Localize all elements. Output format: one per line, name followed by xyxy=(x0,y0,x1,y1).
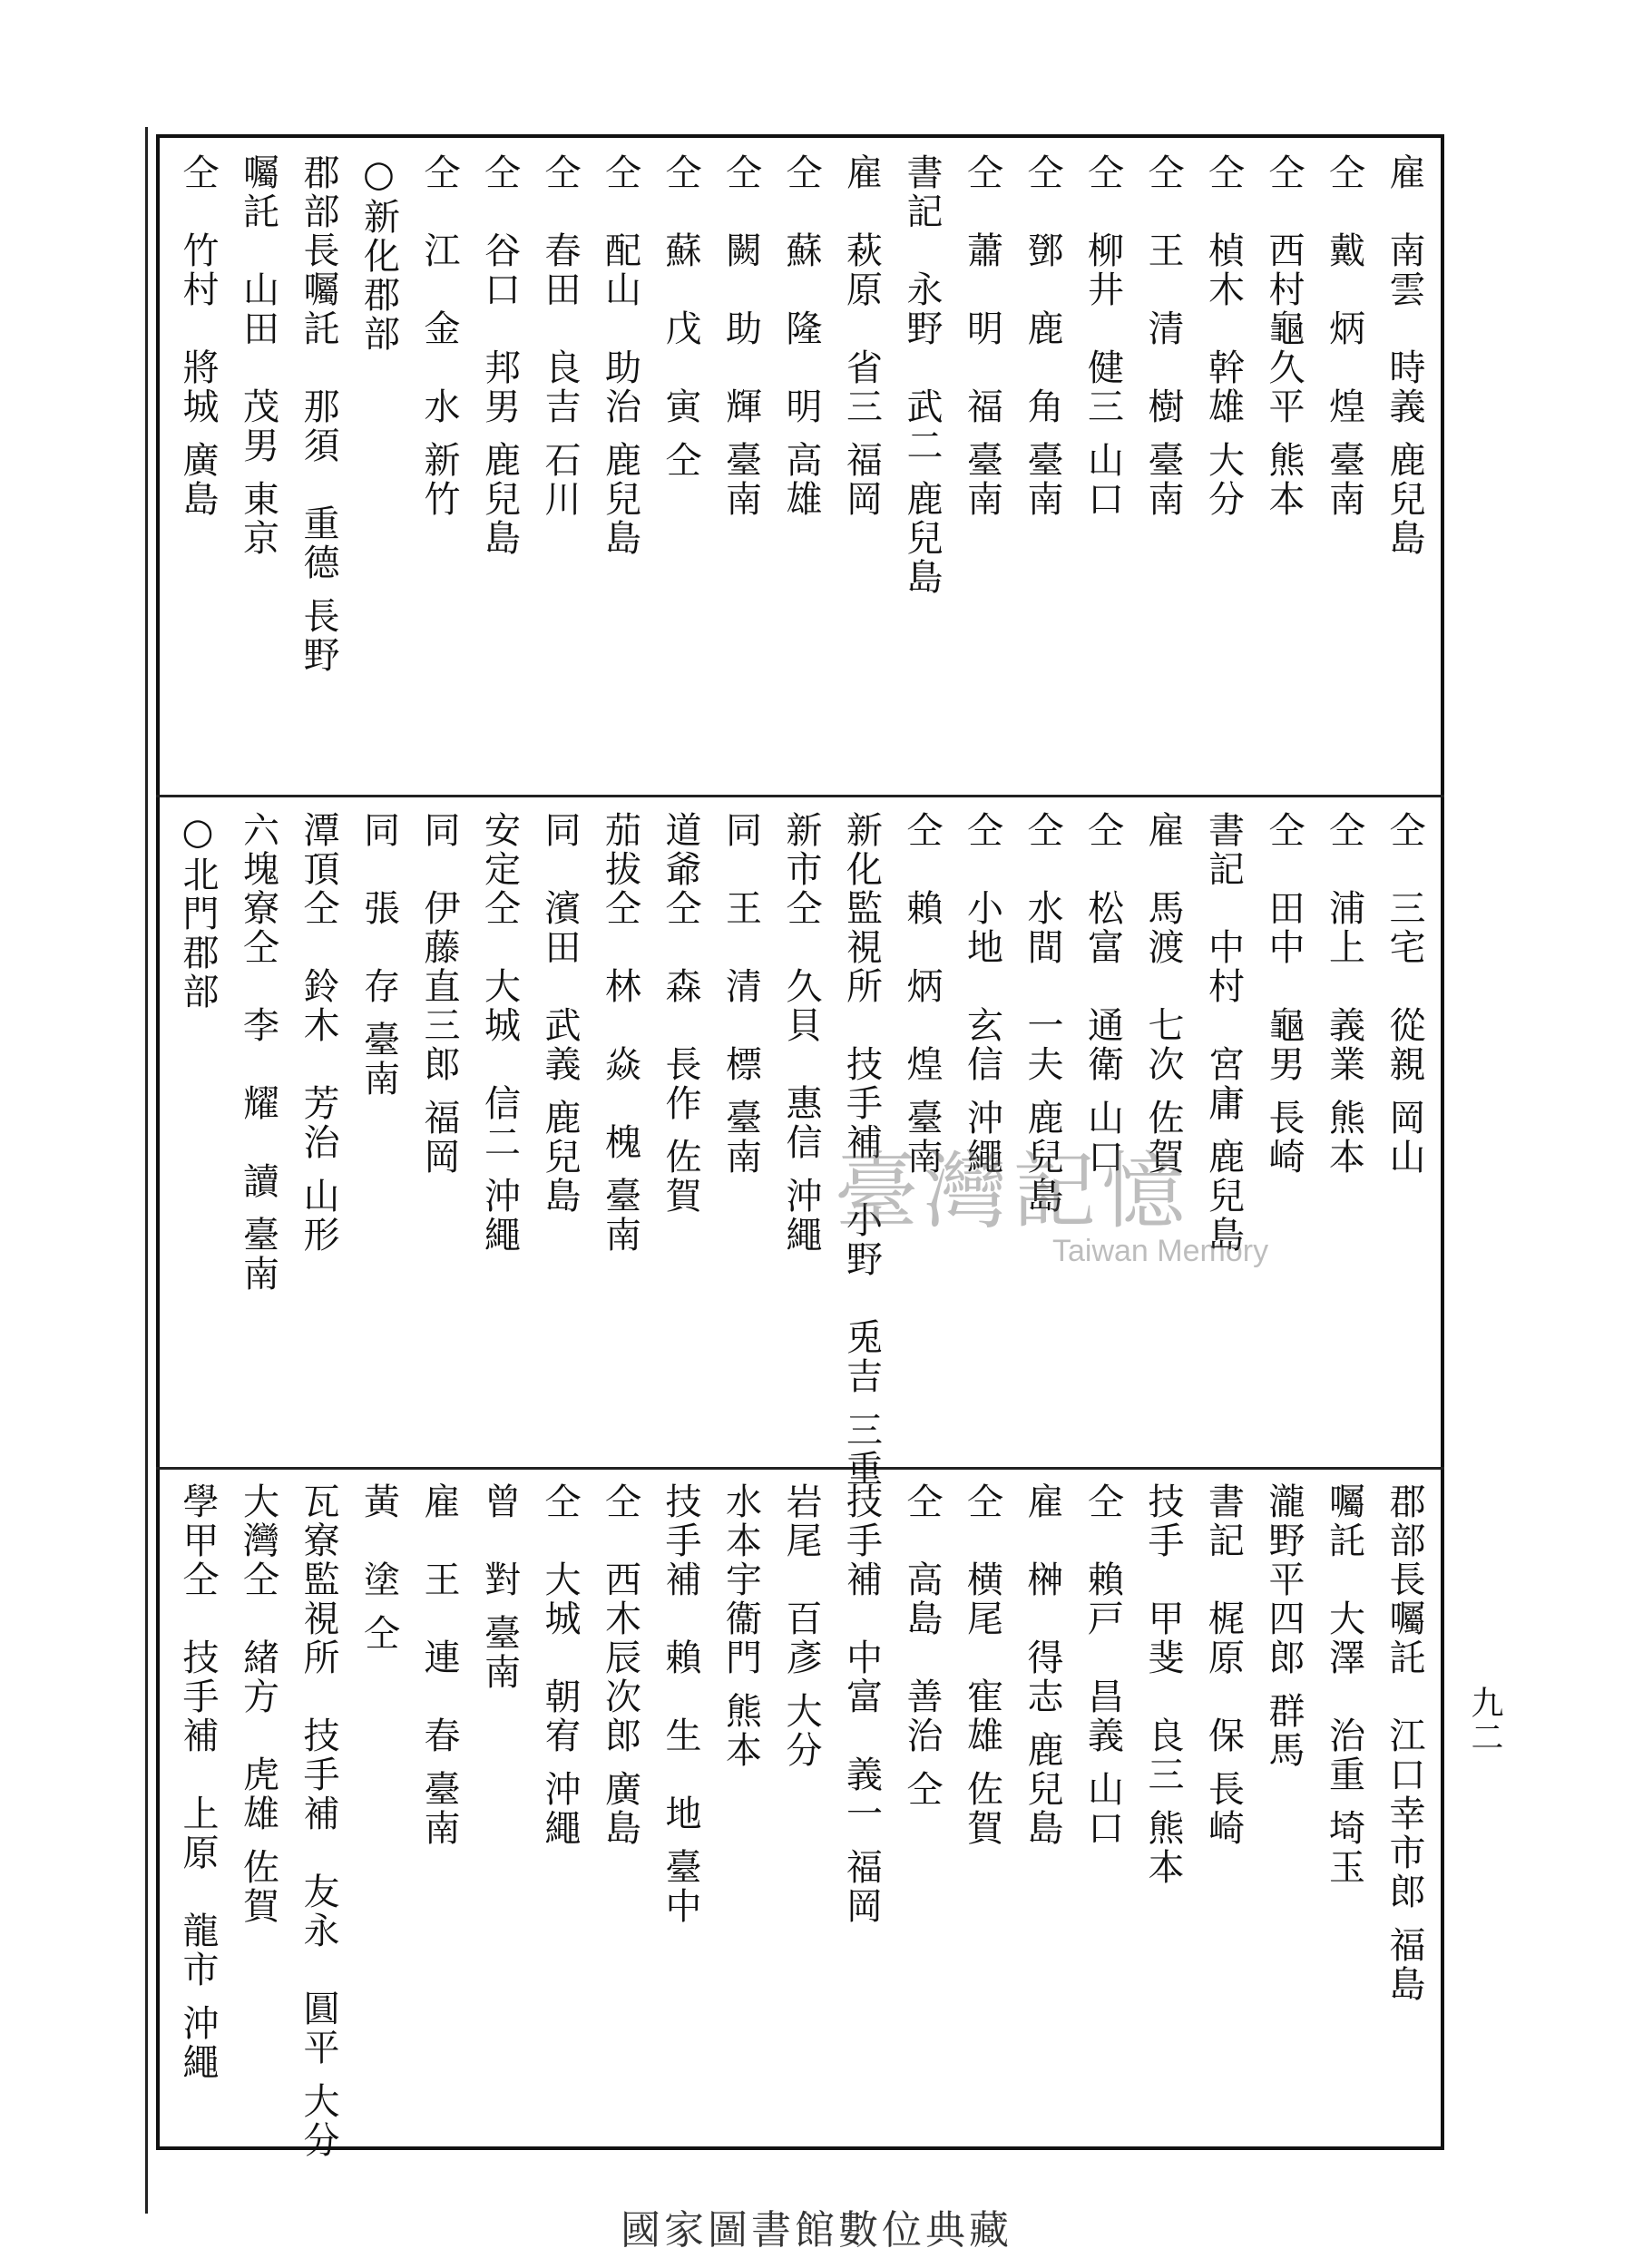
band-bottom xyxy=(163,1470,1442,2160)
column-entry xyxy=(237,141,297,792)
entry-text: 書記 梶原 保 長崎 xyxy=(1202,1482,1245,1848)
column-entry xyxy=(719,798,779,1462)
entry-text: 新化監視所 技手補 小野 兎吉 三重 xyxy=(840,811,883,1489)
column-entry xyxy=(599,1470,659,2146)
column-entry xyxy=(662,1470,719,2146)
entry-text: 曾 對 臺南 xyxy=(478,1482,521,1692)
entry-text: 仝 松富 通衛 山口 xyxy=(1081,811,1124,1177)
column-entry xyxy=(177,1470,236,2146)
column-entry xyxy=(1323,798,1383,1462)
column-entry xyxy=(840,141,900,792)
column-entry xyxy=(599,798,659,1462)
entry-text: 仝 戴 炳 煌 臺南 xyxy=(1323,153,1365,519)
entry-text: 郡部長囑託 江口幸市郎 福島 xyxy=(1384,1482,1425,2004)
entry-text: 仝 江 金 水 新竹 xyxy=(418,153,460,519)
entry-text: 大灣仝 緒方 虎雄 佐賀 xyxy=(237,1482,279,1926)
entry-text: 雇 南雲 時義 鹿兒島 xyxy=(1384,153,1425,558)
column-entry xyxy=(901,141,960,792)
entry-text: 仝 配山 助治 鹿兒島 xyxy=(599,153,641,558)
entry-text: ○新化郡部 xyxy=(357,153,400,354)
watermark-subtext: Taiwan Memory xyxy=(1052,1234,1269,1268)
column-entry xyxy=(961,141,1021,792)
entry-text: 茄拔仝 林 焱 槐 臺南 xyxy=(599,811,641,1255)
entry-text: 仝 春田 良吉 石川 xyxy=(539,153,581,519)
entry-text: 郡部長囑託 那須 重德 長野 xyxy=(298,153,339,675)
column-entry xyxy=(237,1470,297,2146)
column-entry xyxy=(961,1470,1021,2146)
column-entry xyxy=(1263,1470,1322,2146)
column-entry xyxy=(1202,1470,1262,2146)
outer-left-rule xyxy=(145,127,148,2214)
entry-text: 囑託 大澤 治重 埼玉 xyxy=(1323,1482,1365,1887)
entry-text: 雇 榊 得志 鹿兒島 xyxy=(1022,1482,1063,1848)
entry-text: 仝 高島 善治 仝 xyxy=(901,1482,943,1809)
column-entry xyxy=(1081,1470,1141,2146)
column-entry xyxy=(177,798,236,1462)
column-entry xyxy=(539,798,598,1462)
column-entry xyxy=(1323,141,1383,792)
column-entry xyxy=(599,141,659,792)
column-entry xyxy=(901,1470,960,2146)
column-entry xyxy=(662,798,719,1462)
band-top xyxy=(163,141,1442,792)
entry-text: 同 王 清 標 臺南 xyxy=(719,811,762,1177)
entry-text: 雇 馬渡 七次 佐賀 xyxy=(1142,811,1184,1177)
entry-text: 技手補 賴 生 地 臺中 xyxy=(660,1482,701,1926)
entry-text: 仝 蘇 戊 寅 仝 xyxy=(660,153,701,480)
entry-text: 雇 萩原 省三 福岡 xyxy=(840,153,883,519)
entry-text: 瀧野平四郎 群馬 xyxy=(1263,1482,1305,1770)
entry-text: 技手補 中富 義一 福岡 xyxy=(840,1482,883,1926)
column-entry xyxy=(780,1470,839,2146)
column-entry xyxy=(1142,141,1201,792)
entry-text: 仝 竹村 將城 廣島 xyxy=(177,153,219,519)
entry-text: 仝 西木辰次郎 廣島 xyxy=(599,1482,641,1848)
watermark xyxy=(835,1125,1288,1270)
entry-text: 仝 西村龜久平 熊本 xyxy=(1263,153,1305,519)
column-entry xyxy=(719,1470,779,2146)
column-entry xyxy=(357,141,417,792)
column-entry xyxy=(237,798,297,1462)
footer-archive-label: 國家圖書館數位典藏 xyxy=(621,2207,1012,2253)
column-entry xyxy=(1081,141,1141,792)
entry-text: 安定仝 大城 信二 沖繩 xyxy=(478,811,521,1255)
entry-text: 仝 賴戸 昌義 山口 xyxy=(1081,1482,1124,1848)
entry-text: 仝 浦上 義業 熊本 xyxy=(1323,811,1365,1177)
entry-text: 仝 闕 助 輝 臺南 xyxy=(719,153,762,519)
entry-text: 仝 谷口 邦男 鹿兒島 xyxy=(478,153,521,558)
entry-text: 仝 三宅 從親 岡山 xyxy=(1384,811,1425,1177)
column-entry xyxy=(1024,141,1081,792)
column-entry xyxy=(1386,798,1442,1462)
entry-text: 仝 楨木 幹雄 大分 xyxy=(1202,153,1245,519)
entry-text: 瓦寮監視所 技手補 友永 圓平 大分 xyxy=(298,1482,339,2160)
entry-text: 仝 鄧 鹿 角 臺南 xyxy=(1022,153,1063,519)
column-entry xyxy=(478,1470,538,2146)
column-entry xyxy=(780,798,839,1462)
entry-text: 水本宇衞門 熊本 xyxy=(719,1482,762,1770)
entry-text: 新市仝 久貝 惠信 沖繩 xyxy=(780,811,822,1255)
column-entry xyxy=(539,141,598,792)
entry-text: 六塊寮仝 李 耀 讀 臺南 xyxy=(237,811,279,1294)
entry-text: 仝 水間 一夫 鹿兒島 xyxy=(1022,811,1063,1216)
entry-text: 道爺仝 森 長作 佐賀 xyxy=(660,811,701,1216)
column-entry xyxy=(300,798,357,1462)
entry-text: 仝 大城 朝宥 沖繩 xyxy=(539,1482,581,1848)
column-entry xyxy=(177,141,236,792)
column-entry xyxy=(662,141,719,792)
page-number: 九二 xyxy=(1466,1686,1503,1755)
entry-text: 書記 中村 宮庸 鹿兒島 xyxy=(1202,811,1245,1255)
entry-text: 潭頂仝 鈴木 芳治 山形 xyxy=(298,811,339,1255)
column-entry xyxy=(840,1470,900,2146)
column-entry xyxy=(418,1470,477,2146)
entry-text: 囑託 山田 茂男 東京 xyxy=(237,153,279,558)
column-entry xyxy=(1386,141,1442,792)
entry-text: ○北門郡部 xyxy=(177,811,219,1012)
column-entry xyxy=(418,798,477,1462)
entry-text: 仝 横尾 寉雄 佐賀 xyxy=(961,1482,1003,1848)
column-entry xyxy=(719,141,779,792)
entry-text: 仝 田中 龜男 長崎 xyxy=(1263,811,1305,1177)
entry-text: 岩尾 百彥 大分 xyxy=(780,1482,822,1770)
entry-text: 仝 蘇 隆 明 高雄 xyxy=(780,153,822,519)
column-entry xyxy=(298,1470,357,2160)
entry-text: 黃 塗 仝 xyxy=(357,1482,400,1653)
entry-text: 學甲仝 技手補 上原 龍市 沖繩 xyxy=(177,1482,219,2082)
column-entry xyxy=(478,141,538,792)
entry-text: 仝 柳井 健三 山口 xyxy=(1081,153,1124,519)
column-entry xyxy=(418,141,477,792)
entry-text: 書記 永野 武二 鹿兒島 xyxy=(901,153,943,597)
column-entry xyxy=(1142,1470,1201,2146)
column-entry xyxy=(1263,141,1322,792)
column-entry xyxy=(780,141,839,792)
column-entry xyxy=(539,1470,598,2146)
column-entry xyxy=(300,141,357,792)
entry-text: 仝 王 清 樹 臺南 xyxy=(1142,153,1184,519)
watermark-text: 臺灣記憶 xyxy=(835,1143,1191,1240)
column-entry xyxy=(478,798,538,1462)
column-entry xyxy=(1202,141,1262,792)
entry-text: 同 張 存 臺南 xyxy=(357,811,400,1099)
entry-text: 仝 賴 炳 煌 臺南 xyxy=(901,811,943,1177)
entry-text: 技手 甲斐 良三 熊本 xyxy=(1142,1482,1184,1887)
entry-text: 仝 蕭 明 福 臺南 xyxy=(961,153,1003,519)
entry-text: 仝 小地 玄信 沖繩 xyxy=(961,811,1003,1177)
column-entry xyxy=(357,798,417,1462)
column-entry xyxy=(1323,1470,1383,2146)
entry-text: 雇 王 連 春 臺南 xyxy=(418,1482,460,1848)
entry-text: 同 濱田 武義 鹿兒島 xyxy=(539,811,581,1216)
column-entry xyxy=(1386,1470,1442,2146)
column-entry xyxy=(1024,1470,1081,2146)
entry-text: 同 伊藤直三郎 福岡 xyxy=(418,811,460,1177)
column-entry xyxy=(357,1470,417,2146)
